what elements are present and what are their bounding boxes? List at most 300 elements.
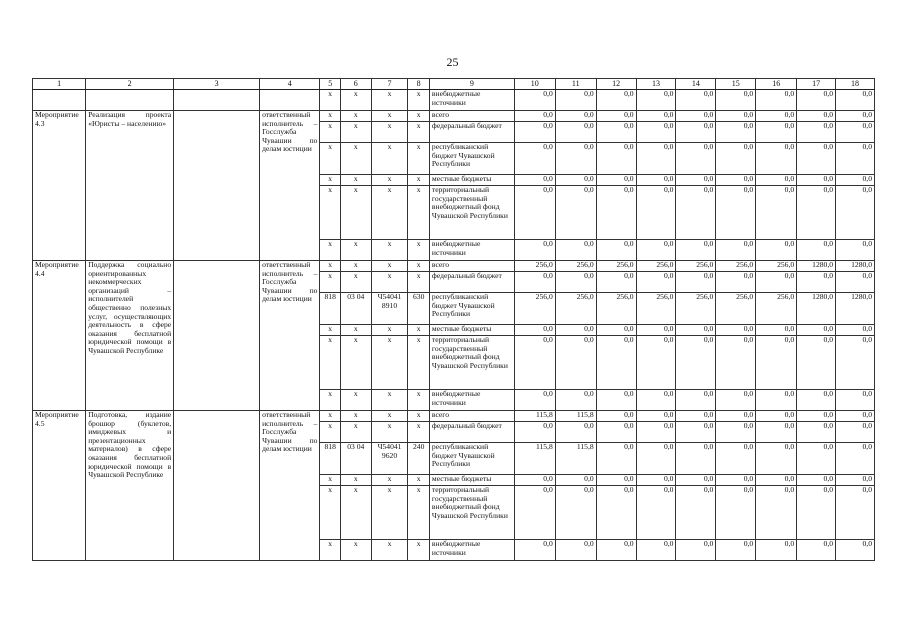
table-row (33, 261, 875, 272)
amount-cell: 0,0 (555, 143, 596, 175)
funding-source-cell: местные бюджеты (429, 475, 514, 486)
budget-code-cell: x (320, 272, 340, 293)
amount-cell: 0,0 (756, 336, 797, 390)
amount-cell: 0,0 (596, 443, 636, 475)
budget-code-cell: x (371, 122, 408, 143)
amount-cell: 0,0 (514, 390, 555, 411)
amount-cell: 0,0 (756, 240, 797, 261)
amount-cell: 1280,0 (836, 293, 875, 325)
amount-cell: 256,0 (555, 261, 596, 272)
amount-cell: 0,0 (716, 240, 756, 261)
amount-cell: 0,0 (555, 111, 596, 122)
amount-cell: 0,0 (676, 411, 716, 422)
amount-cell: 0,0 (596, 90, 636, 111)
amount-cell: 0,0 (676, 272, 716, 293)
budget-code-cell: x (408, 122, 429, 143)
amount-cell: 0,0 (797, 540, 836, 561)
measure-id-cell: Мероприятие 4.4 (33, 261, 86, 411)
budget-table (32, 78, 875, 561)
budget-code-cell: x (340, 422, 371, 443)
amount-cell: 0,0 (555, 90, 596, 111)
funding-source-cell: внебюджетные источники (429, 540, 514, 561)
funding-source-cell: республиканский бюджет Чувашской Республики (429, 143, 514, 175)
executor-cell (260, 90, 320, 111)
budget-code-cell: x (320, 411, 340, 422)
budget-code-cell: x (371, 390, 408, 411)
executor-cell: ответственный исполнитель – Госслужба Чувашии по делам юстиции (260, 261, 320, 411)
amount-cell: 0,0 (756, 411, 797, 422)
amount-cell: 0,0 (555, 175, 596, 186)
amount-cell: 0,0 (756, 443, 797, 475)
measure-id-cell (33, 90, 86, 111)
budget-code-cell: 03 04 (340, 443, 371, 475)
budget-code-cell: x (371, 143, 408, 175)
budget-code-cell: x (408, 175, 429, 186)
amount-cell: 0,0 (555, 486, 596, 540)
budget-code-cell: 03 04 (340, 293, 371, 325)
amount-cell: 0,0 (596, 272, 636, 293)
funding-source-cell: местные бюджеты (429, 325, 514, 336)
amount-cell: 0,0 (596, 175, 636, 186)
budget-code-cell: x (408, 486, 429, 540)
column-header-4: 4 (260, 79, 320, 90)
funding-source-cell: всего (429, 261, 514, 272)
amount-cell: 0,0 (596, 411, 636, 422)
budget-code-cell: x (320, 486, 340, 540)
amount-cell: 0,0 (676, 90, 716, 111)
amount-cell: 0,0 (676, 111, 716, 122)
table-row (33, 111, 875, 122)
amount-cell: 0,0 (596, 422, 636, 443)
amount-cell: 0,0 (716, 186, 756, 240)
amount-cell: 0,0 (797, 175, 836, 186)
amount-cell: 0,0 (716, 390, 756, 411)
amount-cell: 0,0 (596, 486, 636, 540)
amount-cell: 0,0 (676, 143, 716, 175)
budget-code-cell: Ч54041 8910 (371, 293, 408, 325)
amount-cell: 0,0 (676, 486, 716, 540)
budget-code-cell: x (371, 422, 408, 443)
page-number: 25 (446, 55, 459, 69)
amount-cell: 0,0 (636, 411, 676, 422)
amount-cell: 0,0 (797, 122, 836, 143)
amount-cell: 0,0 (836, 122, 875, 143)
amount-cell: 0,0 (676, 336, 716, 390)
budget-code-cell: x (320, 186, 340, 240)
budget-code-cell: x (340, 540, 371, 561)
amount-cell: 0,0 (756, 272, 797, 293)
amount-cell: 0,0 (797, 90, 836, 111)
amount-cell: 0,0 (716, 325, 756, 336)
budget-code-cell: x (408, 325, 429, 336)
budget-code-cell: x (408, 475, 429, 486)
header-row (33, 79, 875, 90)
amount-cell: 0,0 (836, 272, 875, 293)
amount-cell: 0,0 (797, 186, 836, 240)
amount-cell: 0,0 (555, 336, 596, 390)
funding-source-cell: всего (429, 111, 514, 122)
funding-source-cell: федеральный бюджет (429, 122, 514, 143)
budget-code-cell: x (371, 175, 408, 186)
budget-code-cell: x (371, 240, 408, 261)
amount-cell: 0,0 (514, 272, 555, 293)
measure-id-cell: Мероприятие 4.3 (33, 111, 86, 261)
measure-id-cell: Мероприятие 4.5 (33, 411, 86, 561)
budget-code-cell: 630 (408, 293, 429, 325)
table-row (33, 411, 875, 422)
amount-cell: 0,0 (555, 325, 596, 336)
table-row (33, 90, 875, 111)
amount-cell: 0,0 (514, 336, 555, 390)
amount-cell: 0,0 (514, 111, 555, 122)
budget-code-cell: x (320, 540, 340, 561)
empty-cell (174, 411, 260, 561)
amount-cell: 0,0 (756, 475, 797, 486)
amount-cell: 0,0 (676, 325, 716, 336)
amount-cell: 0,0 (716, 175, 756, 186)
amount-cell: 0,0 (555, 240, 596, 261)
amount-cell: 256,0 (514, 261, 555, 272)
amount-cell: 0,0 (636, 272, 676, 293)
amount-cell: 0,0 (836, 422, 875, 443)
amount-cell: 256,0 (596, 261, 636, 272)
column-header-15: 15 (716, 79, 756, 90)
budget-code-cell: x (371, 336, 408, 390)
amount-cell: 1280,0 (836, 261, 875, 272)
amount-cell: 0,0 (797, 390, 836, 411)
funding-source-cell: внебюджетные источники (429, 390, 514, 411)
budget-code-cell: x (408, 261, 429, 272)
funding-source-cell: внебюджетные источники (429, 240, 514, 261)
budget-code-cell: x (371, 540, 408, 561)
budget-code-cell: x (340, 90, 371, 111)
amount-cell: 0,0 (797, 475, 836, 486)
amount-cell: 0,0 (756, 390, 797, 411)
executor-cell: ответственный исполнитель – Госслужба Чувашии по делам юстиции (260, 111, 320, 261)
amount-cell: 0,0 (716, 422, 756, 443)
amount-cell: 256,0 (676, 293, 716, 325)
budget-code-cell: x (371, 261, 408, 272)
amount-cell: 0,0 (756, 186, 797, 240)
column-header-9: 9 (429, 79, 514, 90)
column-header-7: 7 (371, 79, 408, 90)
amount-cell: 0,0 (836, 325, 875, 336)
amount-cell: 0,0 (636, 422, 676, 443)
budget-code-cell: x (340, 325, 371, 336)
amount-cell: 0,0 (596, 325, 636, 336)
funding-source-cell: территориальный государственный внебюджетный фонд Чувашской Республики (429, 186, 514, 240)
amount-cell: 256,0 (716, 261, 756, 272)
funding-source-cell: территориальный государственный внебюджетный фонд Чувашской Республики (429, 486, 514, 540)
budget-code-cell: Ч54041 9620 (371, 443, 408, 475)
amount-cell: 0,0 (836, 240, 875, 261)
amount-cell: 0,0 (797, 336, 836, 390)
column-header-17: 17 (797, 79, 836, 90)
funding-source-cell: местные бюджеты (429, 175, 514, 186)
amount-cell: 0,0 (676, 475, 716, 486)
amount-cell: 0,0 (797, 443, 836, 475)
amount-cell: 0,0 (514, 143, 555, 175)
budget-code-cell: x (408, 390, 429, 411)
budget-code-cell: x (340, 411, 371, 422)
amount-cell: 0,0 (636, 390, 676, 411)
amount-cell: 0,0 (836, 540, 875, 561)
amount-cell: 0,0 (514, 90, 555, 111)
budget-code-cell: x (371, 486, 408, 540)
amount-cell: 115,8 (514, 411, 555, 422)
amount-cell: 0,0 (555, 475, 596, 486)
amount-cell: 256,0 (514, 293, 555, 325)
measure-name-cell (86, 90, 174, 111)
amount-cell: 256,0 (716, 293, 756, 325)
amount-cell: 0,0 (636, 540, 676, 561)
amount-cell: 0,0 (514, 486, 555, 540)
funding-source-cell: всего (429, 411, 514, 422)
amount-cell: 0,0 (555, 272, 596, 293)
column-header-13: 13 (636, 79, 676, 90)
amount-cell: 0,0 (836, 486, 875, 540)
column-header-8: 8 (408, 79, 429, 90)
amount-cell: 0,0 (555, 122, 596, 143)
amount-cell: 0,0 (596, 111, 636, 122)
budget-code-cell: x (408, 186, 429, 240)
amount-cell: 0,0 (636, 111, 676, 122)
amount-cell: 256,0 (596, 293, 636, 325)
amount-cell: 0,0 (756, 486, 797, 540)
funding-source-cell: федеральный бюджет (429, 422, 514, 443)
budget-code-cell: x (320, 475, 340, 486)
column-header-2: 2 (86, 79, 174, 90)
budget-code-cell: x (320, 111, 340, 122)
measure-name-cell: Поддержка социально ориентированных некоммерческих организаций – исполнителей общественно полезных услуг, осуществляющих деятельность в сфере оказания бесплатной юридической помощи в Чувашской Республике (86, 261, 174, 411)
amount-cell: 0,0 (514, 540, 555, 561)
budget-code-cell: x (320, 122, 340, 143)
amount-cell: 1280,0 (797, 293, 836, 325)
amount-cell: 0,0 (797, 240, 836, 261)
budget-code-cell: x (340, 475, 371, 486)
amount-cell: 0,0 (836, 390, 875, 411)
budget-code-cell: 240 (408, 443, 429, 475)
amount-cell: 0,0 (716, 90, 756, 111)
empty-cell (174, 111, 260, 261)
budget-code-cell: x (340, 336, 371, 390)
amount-cell: 0,0 (836, 90, 875, 111)
amount-cell: 0,0 (596, 475, 636, 486)
budget-code-cell: x (340, 240, 371, 261)
budget-code-cell: x (408, 90, 429, 111)
empty-cell (174, 90, 260, 111)
amount-cell: 0,0 (636, 186, 676, 240)
amount-cell: 0,0 (716, 443, 756, 475)
amount-cell: 0,0 (716, 143, 756, 175)
amount-cell: 0,0 (676, 390, 716, 411)
amount-cell: 0,0 (676, 422, 716, 443)
amount-cell: 0,0 (514, 122, 555, 143)
empty-cell (174, 261, 260, 411)
budget-code-cell: x (340, 175, 371, 186)
budget-code-cell: x (371, 411, 408, 422)
amount-cell: 256,0 (756, 293, 797, 325)
column-header-5: 5 (320, 79, 340, 90)
amount-cell: 0,0 (797, 411, 836, 422)
budget-code-cell: x (408, 422, 429, 443)
amount-cell: 0,0 (636, 240, 676, 261)
amount-cell: 0,0 (716, 111, 756, 122)
amount-cell: 0,0 (797, 143, 836, 175)
budget-code-cell: x (320, 422, 340, 443)
amount-cell: 0,0 (676, 186, 716, 240)
amount-cell: 0,0 (514, 186, 555, 240)
amount-cell: 256,0 (636, 293, 676, 325)
amount-cell: 0,0 (514, 175, 555, 186)
amount-cell: 0,0 (636, 122, 676, 143)
budget-code-cell: x (408, 143, 429, 175)
amount-cell: 0,0 (716, 486, 756, 540)
amount-cell: 0,0 (514, 475, 555, 486)
amount-cell: 0,0 (836, 175, 875, 186)
column-header-10: 10 (514, 79, 555, 90)
funding-source-cell: республиканский бюджет Чувашской Республики (429, 293, 514, 325)
amount-cell: 0,0 (756, 143, 797, 175)
budget-code-cell: x (371, 475, 408, 486)
budget-code-cell: x (340, 486, 371, 540)
budget-code-cell: x (340, 186, 371, 240)
funding-source-cell: территориальный государственный внебюджетный фонд Чувашской Республики (429, 336, 514, 390)
budget-code-cell: x (371, 272, 408, 293)
amount-cell: 0,0 (836, 143, 875, 175)
amount-cell: 0,0 (555, 540, 596, 561)
amount-cell: 0,0 (676, 240, 716, 261)
amount-cell: 0,0 (676, 122, 716, 143)
column-header-11: 11 (555, 79, 596, 90)
budget-code-cell: x (320, 390, 340, 411)
column-header-1: 1 (33, 79, 86, 90)
budget-code-cell: x (320, 261, 340, 272)
amount-cell: 0,0 (797, 325, 836, 336)
amount-cell: 0,0 (716, 475, 756, 486)
amount-cell: 0,0 (555, 186, 596, 240)
amount-cell: 0,0 (836, 336, 875, 390)
budget-code-cell: x (340, 261, 371, 272)
amount-cell: 0,0 (555, 390, 596, 411)
amount-cell: 0,0 (636, 486, 676, 540)
amount-cell: 0,0 (596, 143, 636, 175)
budget-code-cell: x (320, 90, 340, 111)
amount-cell: 0,0 (514, 422, 555, 443)
column-header-6: 6 (340, 79, 371, 90)
budget-code-cell: x (340, 390, 371, 411)
budget-code-cell: x (408, 111, 429, 122)
amount-cell: 0,0 (836, 111, 875, 122)
amount-cell: 0,0 (596, 336, 636, 390)
amount-cell: 0,0 (797, 422, 836, 443)
amount-cell: 0,0 (636, 336, 676, 390)
amount-cell: 0,0 (797, 111, 836, 122)
amount-cell: 0,0 (636, 175, 676, 186)
amount-cell: 0,0 (716, 336, 756, 390)
column-header-12: 12 (596, 79, 636, 90)
budget-code-cell: 818 (320, 443, 340, 475)
amount-cell: 256,0 (676, 261, 716, 272)
amount-cell: 0,0 (836, 411, 875, 422)
budget-code-cell: x (340, 272, 371, 293)
amount-cell: 0,0 (596, 540, 636, 561)
amount-cell: 0,0 (596, 122, 636, 143)
column-header-3: 3 (174, 79, 260, 90)
budget-code-cell: x (340, 111, 371, 122)
amount-cell: 0,0 (514, 240, 555, 261)
amount-cell: 0,0 (756, 325, 797, 336)
budget-code-cell: x (320, 143, 340, 175)
funding-source-cell: внебюджетные источники (429, 90, 514, 111)
budget-code-cell: x (320, 325, 340, 336)
amount-cell: 0,0 (514, 325, 555, 336)
amount-cell: 0,0 (596, 390, 636, 411)
budget-code-cell: x (408, 240, 429, 261)
amount-cell: 0,0 (676, 443, 716, 475)
budget-code-cell: x (371, 325, 408, 336)
amount-cell: 0,0 (636, 475, 676, 486)
amount-cell: 0,0 (716, 540, 756, 561)
budget-code-cell: x (320, 240, 340, 261)
amount-cell: 115,8 (514, 443, 555, 475)
column-header-18: 18 (836, 79, 875, 90)
column-header-14: 14 (676, 79, 716, 90)
budget-code-cell: x (408, 540, 429, 561)
executor-cell: ответственный исполнитель – Госслужба Чувашии по делам юстиции (260, 411, 320, 561)
budget-code-cell: x (408, 411, 429, 422)
amount-cell: 0,0 (756, 175, 797, 186)
amount-cell: 0,0 (756, 90, 797, 111)
amount-cell: 256,0 (555, 293, 596, 325)
amount-cell: 0,0 (836, 186, 875, 240)
budget-code-cell: 818 (320, 293, 340, 325)
amount-cell: 0,0 (797, 486, 836, 540)
budget-code-cell: x (371, 90, 408, 111)
amount-cell: 256,0 (636, 261, 676, 272)
measure-name-cell: Реализация проекта «Юристы – населению» (86, 111, 174, 261)
amount-cell: 1280,0 (797, 261, 836, 272)
amount-cell: 0,0 (716, 122, 756, 143)
budget-code-cell: x (340, 122, 371, 143)
amount-cell: 0,0 (636, 325, 676, 336)
amount-cell: 0,0 (636, 143, 676, 175)
funding-source-cell: федеральный бюджет (429, 272, 514, 293)
amount-cell: 0,0 (716, 411, 756, 422)
funding-source-cell: республиканский бюджет Чувашской Республики (429, 443, 514, 475)
amount-cell: 0,0 (716, 272, 756, 293)
amount-cell: 0,0 (676, 175, 716, 186)
amount-cell: 0,0 (836, 443, 875, 475)
amount-cell: 0,0 (797, 272, 836, 293)
amount-cell: 0,0 (756, 422, 797, 443)
budget-code-cell: x (340, 143, 371, 175)
budget-code-cell: x (371, 111, 408, 122)
column-header-16: 16 (756, 79, 797, 90)
amount-cell: 0,0 (596, 240, 636, 261)
amount-cell: 115,8 (555, 443, 596, 475)
amount-cell: 0,0 (756, 111, 797, 122)
amount-cell: 0,0 (596, 186, 636, 240)
amount-cell: 0,0 (756, 122, 797, 143)
amount-cell: 115,8 (555, 411, 596, 422)
budget-code-cell: x (371, 186, 408, 240)
measure-name-cell: Подготовка, издание брошюр (буклетов, имиджевых и презентационных материалов) в сфере оказания бесплатной юридической помощи в Чувашской Республике (86, 411, 174, 561)
amount-cell: 256,0 (756, 261, 797, 272)
amount-cell: 0,0 (636, 90, 676, 111)
amount-cell: 0,0 (836, 475, 875, 486)
amount-cell: 0,0 (676, 540, 716, 561)
